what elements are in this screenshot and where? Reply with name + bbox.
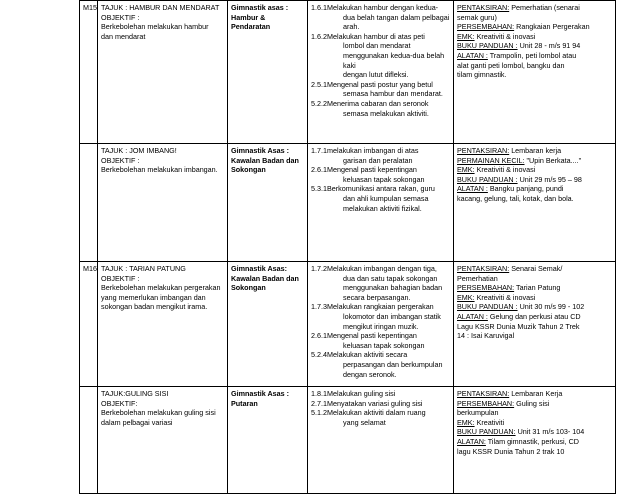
note-text: tilam gimnastik. [457,70,507,80]
kemahiran-line: Gimnastik Asas : [231,146,290,155]
standard-item [311,408,450,418]
note-label: BUKU PANDUAN : [457,174,518,184]
standard-item [311,331,450,341]
note-line [457,165,612,175]
standard-cell [308,144,454,262]
note-label: ALATAN : [457,311,488,321]
kemahiran-line: Gimnastik Asas : [231,389,290,398]
note-text: Kreativiti & inovasi [476,165,536,175]
standard-text: semasa melakukan aktiviti. [343,108,429,118]
objektif-label: OBJEKTIF : [101,155,140,165]
note-text: Lembaran kerja [511,146,562,155]
kemahiran-line: Kawalan Badan dan [231,155,299,165]
week-cell [80,1,98,144]
standard-item [311,32,450,42]
objektif-line: Berkebolehan melakukan imbangan. [101,165,218,175]
note-line [457,3,612,13]
note-label: BUKU PANDUAN : [457,302,518,312]
note-line [457,274,612,284]
note-label: PERMAINAN KECIL: [457,155,525,165]
note-text: Senarai Semak/ [511,264,563,273]
standard-list [311,3,450,118]
standard-number: 1.7.2 [311,264,327,273]
note-text: Gelung dan perkusi atau CD [489,311,581,321]
notes-cell [454,262,616,387]
note-text: Lagu KSSR Dunia Muzik Tahun 2 Trek [457,321,580,331]
note-text: Guling sisi [516,398,550,408]
note-label: BUKU PANDUAN: [457,427,516,437]
notes-list [457,146,612,204]
standard-text: perpasangan dan berkumpulan [343,359,443,369]
note-label: PENTAKSIRAN: [457,389,510,398]
standard-list [311,146,450,213]
note-line [457,13,612,23]
week-cell [80,387,98,494]
standard-number: 5.2.2 [311,98,327,108]
week-cell [80,144,98,262]
notes-cell [454,387,616,494]
standard-text: Melakukan guling sisi [327,389,396,398]
notes-list [457,264,612,341]
standard-text: Berkomunikasi antara rakan, guru [327,184,435,194]
standard-text: menggunakan bahagian badan [343,283,443,293]
note-line [457,194,612,204]
note-text: Kreativiti & inovasi [476,292,536,302]
note-text: 14 : Isai Karuvigal [457,331,515,341]
kemahiran-line: Putaran [231,398,258,408]
standard-text: Mengenal pasti postur yang betul [327,79,433,89]
standard-text: keluasan tapak sokongan [343,340,425,350]
objektif-line: Berkebolehan melakukan guling sisi [101,408,216,418]
note-text: Kreativiti [476,417,505,427]
note-line [457,175,612,185]
objektif-label: OBJEKTIF: [101,398,138,408]
standard-item [311,389,450,399]
note-line [457,146,612,156]
objektif-text [101,408,224,427]
kemahiran-line: Sokongan [231,283,266,293]
notes-list [457,3,612,80]
tajuk-cell [98,1,228,144]
note-text: Kreativiti & inovasi [476,31,536,41]
kemahiran-text [231,146,304,175]
standard-text: keluasan tapak sokongan [343,174,425,184]
kemahiran-line: Gimnastik Asas: [231,264,288,273]
standard-item [311,80,450,90]
note-line [457,331,612,341]
kemahiran-line: Pendaratan [231,22,271,32]
objektif-text [101,165,224,175]
note-line [457,32,612,42]
standard-text: dengan seronok. [343,369,397,379]
note-line [457,408,612,418]
standard-number: 1.7.3 [311,302,327,312]
table-row [80,144,616,262]
note-text: Pemerhatian (senarai [511,3,580,12]
standard-text: secara berpasangan. [343,292,411,302]
lesson-plan-table [79,0,616,494]
note-label: PENTAKSIRAN: [457,264,510,273]
note-line [457,51,612,61]
note-line [457,437,612,447]
notes-cell [454,144,616,262]
standard-text: Melakukan hambur dengan kedua- [327,3,439,12]
standard-text: Mengenal pasti kepentingan [327,331,417,341]
standard-number: 1.8.1 [311,389,327,398]
note-label: PERSEMBAHAN: [457,22,515,32]
note-line [457,61,612,71]
note-line [457,322,612,332]
note-text: Unit 31 m/s 103- 104 [517,427,585,437]
note-line [457,312,612,322]
standard-item [311,264,450,274]
objektif-line: dalam pelbagai variasi [101,417,173,427]
note-text: Unit 28 - m/s 91 94 [519,41,581,51]
note-line [457,184,612,194]
note-label: ALATAN : [457,184,488,194]
note-line [457,293,612,303]
note-line [457,418,612,428]
note-label: EMK: [457,31,475,41]
standard-number: 1.6.2 [311,31,327,41]
kemahiran-text [231,264,304,293]
note-text: Tarian Patung [516,283,561,293]
objektif-label: OBJEKTIF : [101,273,140,283]
standard-list [311,264,450,379]
standard-text: Melakukan aktiviti secara [327,350,408,360]
tajuk-cell [98,387,228,494]
note-line [457,283,612,293]
standard-cell [308,387,454,494]
standard-text: dengan lutut difleksi. [343,70,409,80]
standard-text: Melakukan hambur di atas peti [327,31,425,41]
standard-text: Menerima cabaran dan seronok [327,98,429,108]
note-line [457,302,612,312]
standard-text: Melakukan aktiviti dalam ruang [327,408,426,418]
objektif-line: yang memerlukan imbangan dan [101,292,206,302]
kemahiran-text [231,389,304,408]
standard-number: 5.1.2 [311,408,327,418]
standard-number: 1.6.1 [311,3,327,12]
note-line [457,156,612,166]
note-text: berkumpulan [457,408,499,418]
tajuk-cell [98,144,228,262]
note-line [457,427,612,437]
note-line [457,264,612,274]
week-label: M16 [83,264,97,273]
kemahiran-line: Sokongan [231,165,266,175]
standard-text: dua dan satu tapak sokongan [343,273,438,283]
note-label: PERSEMBAHAN: [457,398,515,408]
kemahiran-cell [228,144,308,262]
kemahiran-cell [228,1,308,144]
standard-item [311,302,450,312]
table-row [80,387,616,494]
kemahiran-cell [228,262,308,387]
week-cell [80,262,98,387]
standard-text: garisan dan peralatan [343,155,413,165]
kemahiran-cell [228,387,308,494]
kemahiran-line: Kawalan Badan dan [231,273,299,283]
note-text: alat ganti peti lombol, bangku dan [457,60,565,70]
note-line [457,41,612,51]
note-text: Lembaran Kerja [511,389,563,398]
standard-text: yang selamat [343,417,386,427]
note-text: "Upin Berkata...." [526,155,582,165]
note-text: Bangku panjang, pundi [489,184,564,194]
standard-text: dan ahli kumpulan semasa [343,193,429,203]
standard-text: melakukan imbangan di atas [327,146,419,155]
standard-text: dua belah tangan dalam pelbagai [343,12,450,22]
standard-text: Melakukan imbangan dengan tiga, [327,264,437,273]
standard-text: Mengenal pasti kepentingan [327,165,417,175]
standard-item [311,3,450,13]
standard-item [311,399,450,409]
standard-text: arah. [343,22,360,32]
note-line [457,447,612,457]
standard-item [311,165,450,175]
note-text: kacang, gelung, tali, kotak, dan bola. [457,193,574,203]
standard-text: lokomotor dan imbangan statik [343,311,441,321]
standard-number: 5.2.4 [311,350,327,360]
note-line [457,22,612,32]
note-label: EMK: [457,292,475,302]
objektif-label: OBJEKTIF : [101,12,140,22]
objektif-line: Berkebolehan melakukan pergerakan [101,283,221,293]
standard-number: 2.5.1 [311,79,327,89]
note-text: Pemerhatian [457,273,498,283]
table-row [80,1,616,144]
note-label: ALATAN: [457,436,486,446]
note-text: lagu KSSR Dunia Tahun 2 trak 10 [457,446,565,456]
standard-item [311,99,450,109]
note-label: PERSEMBAHAN: [457,283,515,293]
standard-number: 5.3.1 [311,184,327,194]
objektif-text [101,283,224,312]
note-text: Unit 30 m/s 99 - 102 [519,302,585,312]
standard-number: 1.7.1 [311,146,327,155]
note-text: Trampolin, peti lombol atau [489,50,577,60]
standard-text: Menyatakan variasi guling sisi [327,398,423,408]
kemahiran-line: Hambur & [231,12,266,22]
standard-cell [308,1,454,144]
tajuk-title: TAJUK:GULING SISI [101,389,169,398]
note-label: EMK: [457,417,475,427]
note-line [457,399,612,409]
standard-text: semasa hambur dan mendarat. [343,89,443,99]
tajuk-cell [98,262,228,387]
standard-number: 2.6.1 [311,165,327,175]
note-text: semak guru) [457,12,497,22]
objektif-line: sokongan badan mengikut irama. [101,302,208,312]
notes-list [457,389,612,456]
standard-item [311,184,450,194]
standard-text: mengikut iringan muzik. [343,321,419,331]
week-label: M15 [83,3,97,12]
note-label: PENTAKSIRAN: [457,3,510,12]
objektif-line: dan mendarat [101,31,146,41]
tajuk-title: TAJUK : TARIAN PATUNG [101,264,186,273]
tajuk-title: TAJUK : HAMBUR DAN MENDARAT [101,3,220,12]
note-text: Tilam gimnastik, perkusi, CD [487,436,579,446]
standard-list [311,389,450,427]
note-text: Unit 29 m/s 95 – 98 [519,174,582,184]
note-line [457,70,612,80]
standard-text: menggunakan kedua-dua belah kaki [343,50,445,70]
standard-item [311,146,450,156]
standard-item [311,350,450,360]
objektif-line: Berkebolehan melakukan hambur [101,22,209,32]
note-label: BUKU PANDUAN : [457,41,518,51]
standard-text: melakukan aktiviti fizikal. [343,203,422,213]
kemahiran-line: Gimnastik asas : [231,3,289,12]
standard-text: lombol dan mendarat [343,41,411,51]
note-text: Rangkaian Pergerakan [516,22,590,32]
note-line [457,389,612,399]
note-label: EMK: [457,165,475,175]
notes-cell [454,1,616,144]
kemahiran-text [231,3,304,32]
objektif-text [101,22,224,41]
standard-number: 2.6.1 [311,331,327,341]
standard-number: 2.7.1 [311,398,327,408]
note-label: PENTAKSIRAN: [457,146,510,155]
table-row [80,262,616,387]
standard-text: Melakukan rangkaian pergerakan [327,302,434,312]
note-label: ALATAN : [457,50,488,60]
tajuk-title: TAJUK : JOM IMBANG! [101,146,177,155]
standard-cell [308,262,454,387]
